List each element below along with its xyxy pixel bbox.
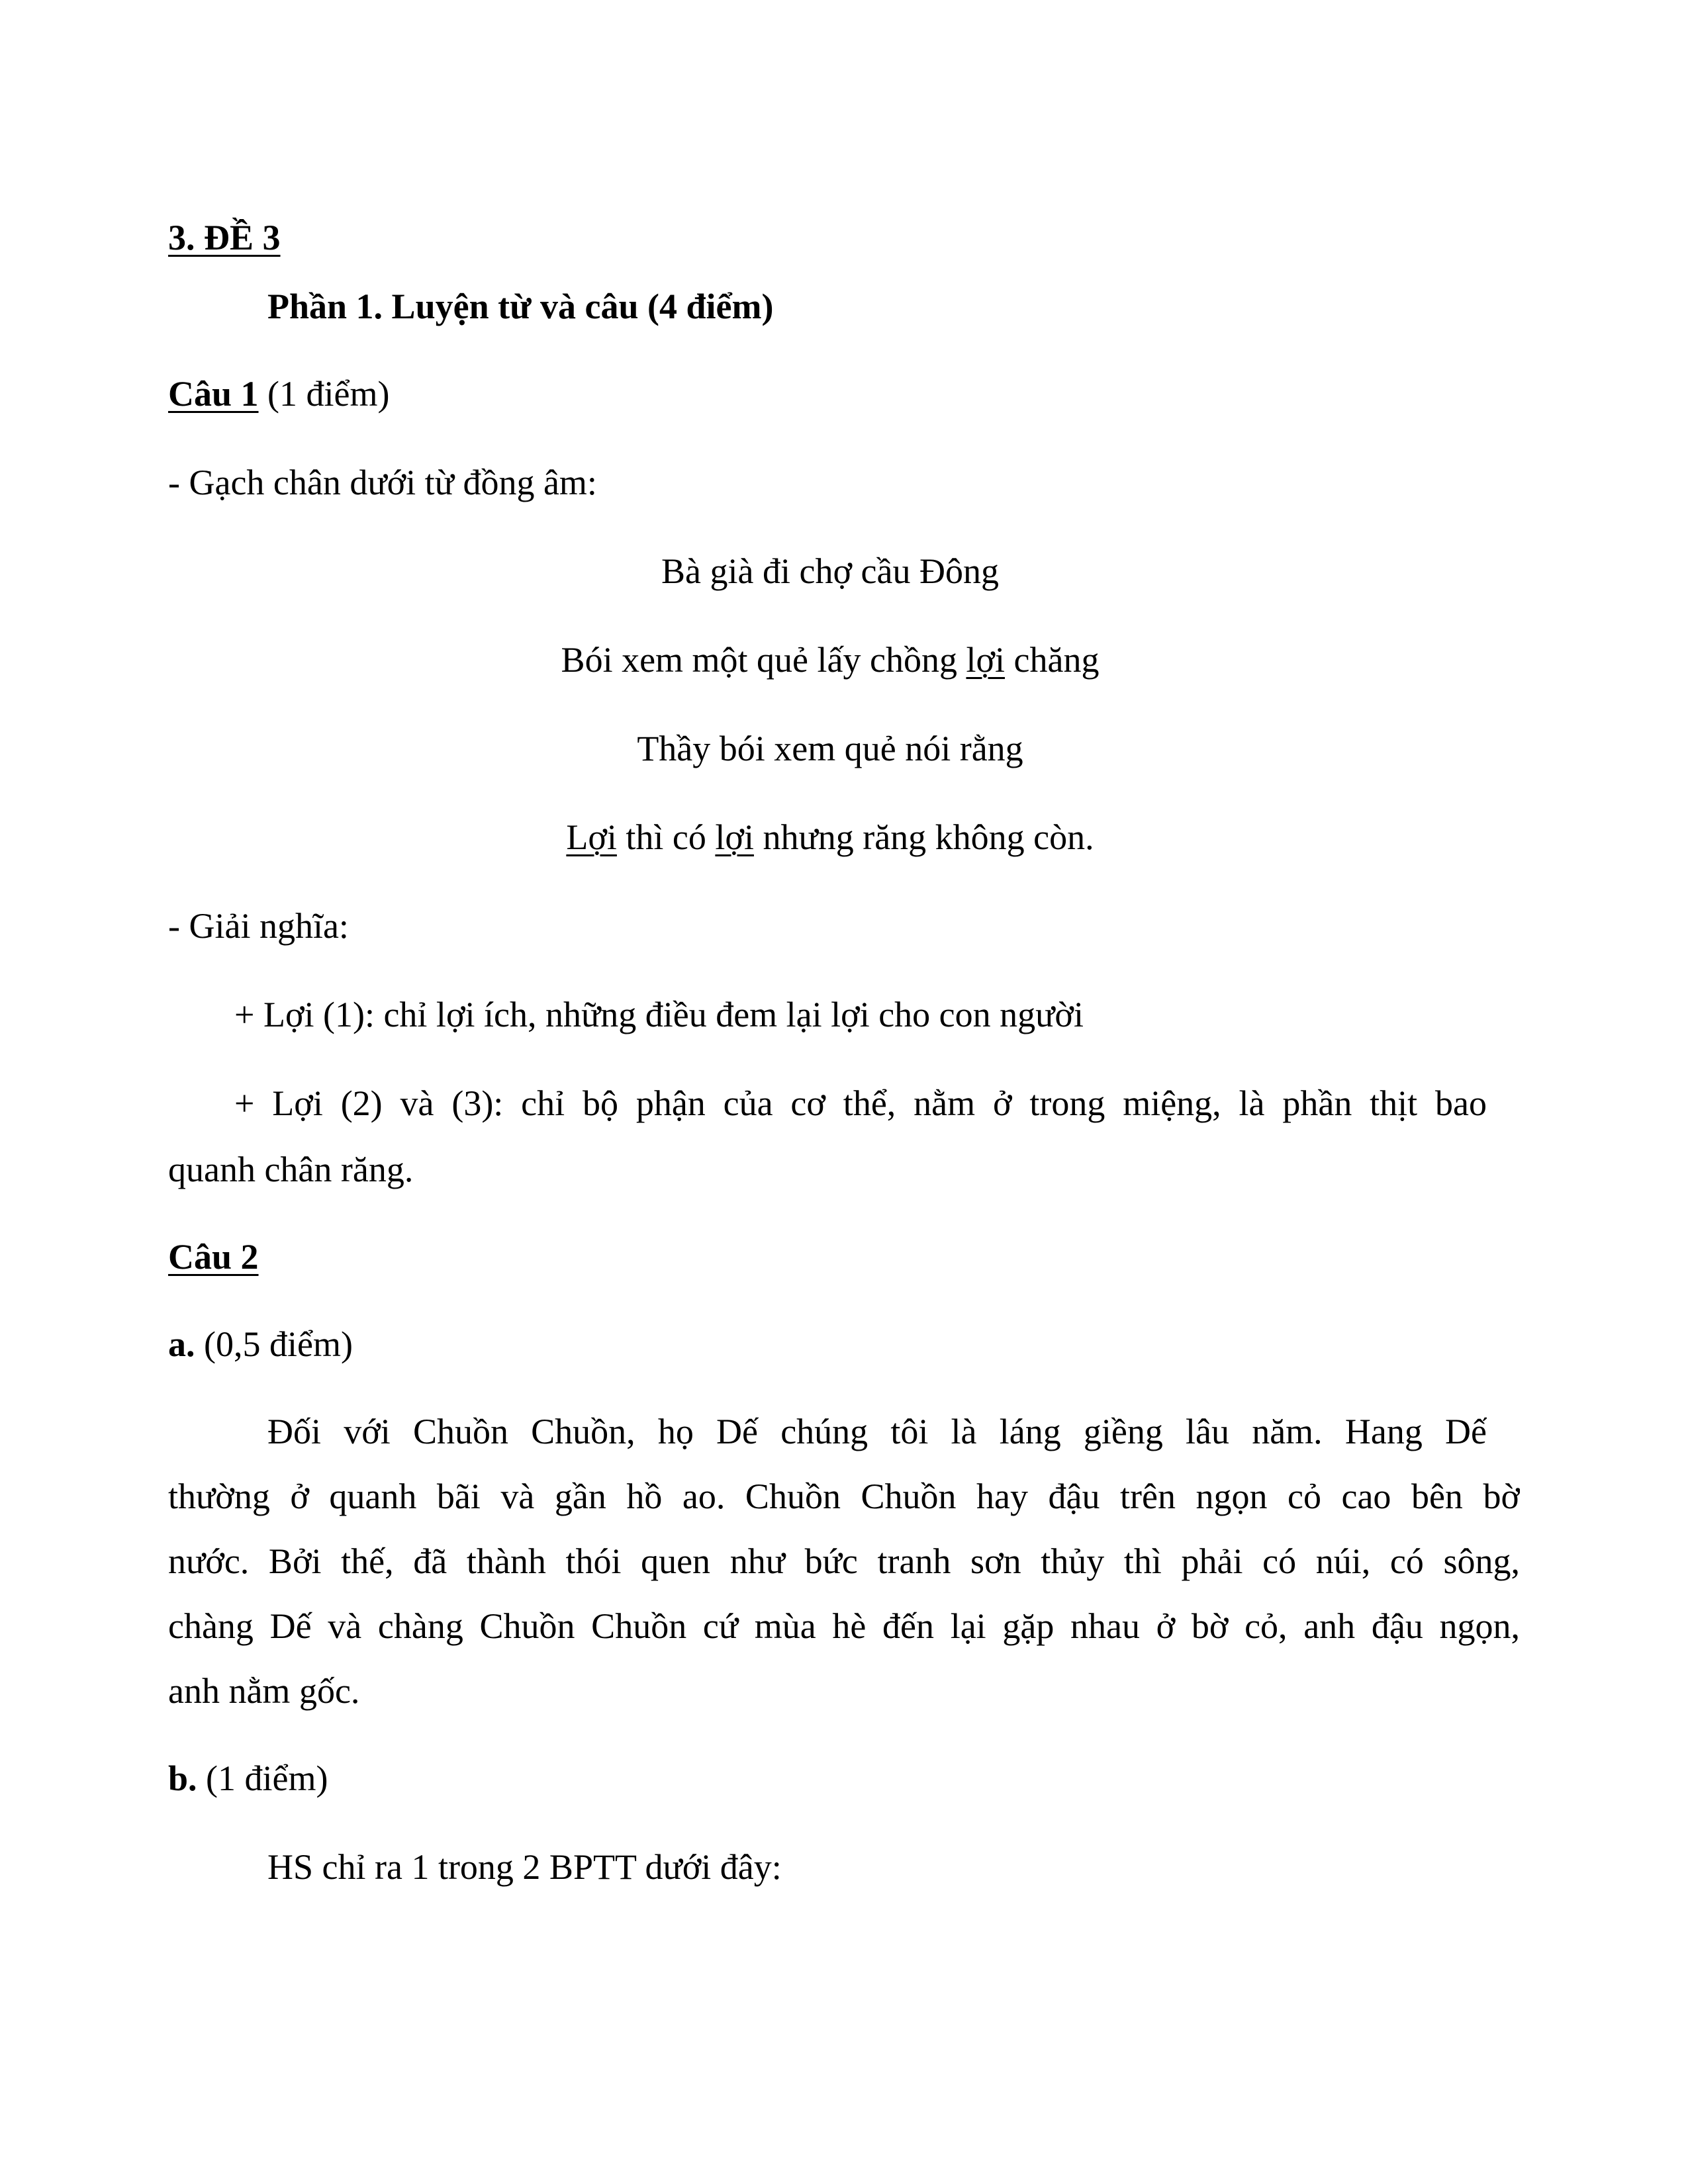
part-title: Phần 1. Luyện từ và câu (4 điểm) bbox=[267, 287, 774, 326]
homonym-word-3: lợi bbox=[715, 817, 754, 857]
question-2b-header bbox=[168, 1758, 1520, 1799]
question-2b-label: b. bbox=[168, 1758, 197, 1798]
paragraph-line-4: chàng Dế và chàng Chuồn Chuồn cứ mùa hè đến lại gặp nhau ở bờ cỏ, anh đậu ngọn, bbox=[168, 1606, 1520, 1646]
question-2b-points: (1 điểm) bbox=[197, 1758, 328, 1798]
paragraph-line-2: thường ở quanh bãi và gần hồ ao. Chuồn Chuồn hay đậu trên ngọn cỏ cao bên bờ bbox=[168, 1477, 1520, 1516]
poem-line-4-post: nhưng răng không còn. bbox=[753, 817, 1094, 857]
homonym-word-2: Lợi bbox=[566, 817, 617, 857]
question-2b-text: HS chỉ ra 1 trong 2 BPTT dưới đây: bbox=[267, 1847, 782, 1887]
question-1-label: Câu 1 bbox=[168, 374, 259, 414]
poem-line-2-post: chăng bbox=[1005, 640, 1100, 680]
question-1-points: (1 điểm) bbox=[258, 374, 390, 414]
explain-item-1: + Lợi (1): chỉ lợi ích, những điều đem lại lợi cho con người bbox=[234, 995, 1084, 1034]
poem-line-3: Thầy bói xem quẻ nói rằng bbox=[637, 729, 1023, 768]
homonym-word-1: lợi bbox=[966, 640, 1006, 680]
exam-heading: 3. ĐỀ 3 bbox=[168, 218, 281, 257]
paragraph-line-5: anh nằm gốc. bbox=[168, 1671, 360, 1711]
question-1-header bbox=[168, 373, 1520, 414]
poem-line-4-mid: thì có bbox=[616, 817, 716, 857]
question-2-label: Câu 2 bbox=[168, 1237, 259, 1277]
explain-item-2-line-2: quanh chân răng. bbox=[168, 1150, 414, 1189]
question-1-instruction: - Gạch chân dưới từ đồng âm: bbox=[168, 463, 597, 502]
poem-line-4 bbox=[168, 817, 1492, 858]
poem-line-2-pre: Bói xem một quẻ lấy chồng bbox=[561, 640, 966, 680]
question-2a-points: (0,5 điểm) bbox=[195, 1324, 353, 1364]
poem-line-2 bbox=[168, 639, 1492, 680]
poem-line-1: Bà già đi chợ cầu Đông bbox=[661, 551, 999, 591]
paragraph-line-1: Đối với Chuồn Chuồn, họ Dế chúng tôi là láng giềng lâu năm. Hang Dế bbox=[267, 1412, 1487, 1451]
question-2a-header bbox=[168, 1324, 1520, 1365]
explain-label: - Giải nghĩa: bbox=[168, 906, 349, 946]
explain-item-2-line-1: + Lợi (2) và (3): chỉ bộ phận của cơ thể, nằm ở trong miệng, là phần thịt bao bbox=[234, 1083, 1487, 1123]
paragraph-line-3: nước. Bởi thế, đã thành thói quen như bức tranh sơn thủy thì phải có núi, có sông, bbox=[168, 1541, 1520, 1581]
question-2a-label: a. bbox=[168, 1324, 195, 1364]
